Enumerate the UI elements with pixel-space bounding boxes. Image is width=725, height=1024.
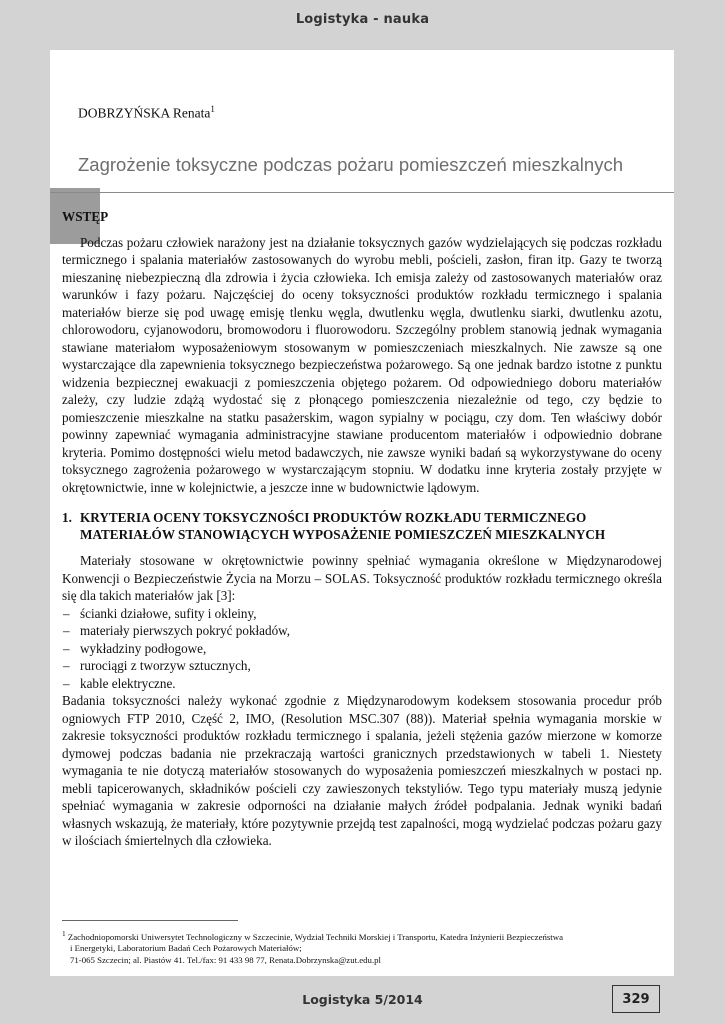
list-item: – ścianki działowe, sufity i okleiny, <box>62 605 662 623</box>
section-1-title: KRYTERIA OCENY TOKSYCZNOŚCI PRODUKTÓW ROZKŁADU TERMICZNEGO MATERIAŁÓW STANOWIĄCYCH WYPOSAŻENIE POMIESZCZEŃ MIESZKALNYCH <box>80 510 606 542</box>
list-item: – rurociągi z tworzyw sztucznych, <box>62 657 662 675</box>
article-title: Zagrożenie toksyczne podczas pożaru pomieszczeń mieszkalnych <box>78 154 623 175</box>
author-footnote-mark: 1 <box>210 104 215 114</box>
footnote-line-1 <box>62 928 662 943</box>
journal-footer: Logistyka 5/2014 <box>302 992 423 1007</box>
article-body <box>62 208 662 850</box>
intro-heading: WSTĘP <box>62 209 109 224</box>
section-1-paragraph-2: Badania toksyczności należy wykonać zgodnie z Międzynarodowym kodeksem stosowania procedur prób ogniowych FTP 2010, Część 2, IMO, (Resolution MSC.307 (88)). Materiał spełnia wymagania morskie w zakresie toksyczności produktów rozkładu termicznego i spalania, jeżeli stężenia gazów mierzone w komorze dymowej podczas badania nie przekraczają wartości granicznych przedstawionych w tabeli 1. Niestety wymagania te nie dotyczą materiałów stosowanych do wyposażenia pomieszczeń mieszkalnych w postaci np. mebli tapicerowanych, składników pościeli czy zawieszonych tekstyliów. Tego typu materiały muszą jedynie spełniać wymagania w zakresie odporności na działanie małych źródeł podpalania. Jednak wyniki badań własnych wskazują, że materiały, które pozytywnie przejdą test zapalności, mogą wydzielać podczas pożaru gazy w ilościach śmiertelnych dla człowieka. <box>62 693 662 848</box>
footnote <box>62 928 662 966</box>
footnote-rule <box>62 920 238 921</box>
section-1-number: 1. <box>62 510 72 525</box>
footnote-affiliation: Zachodniopomorski Uniwersytet Technologiczny w Szczecinie, Wydział Techniki Morskiej i Transportu, Katedra Inżynierii Bezpieczeństwa <box>67 931 563 942</box>
footnote-mark: 1 <box>62 929 66 938</box>
intro-paragraph: Podczas pożaru człowiek narażony jest na działanie toksycznych gazów wydzielających się podczas rozkładu termicznego i spalania materiałów zastosowanych do wyrobu mebli, pościeli, zasłon, firan itp. Gazy te tworzą mieszaninę niebezpieczną dla zdrowia i życia człowieka. Ich emisja zależy od zastosowanych materiałów oraz warunków i fazy pożaru. Najczęściej do oceny toksyczności produktów rozkładu termicznego i spalania materiałów bierze się pod uwagę emisję tlenku węgla, dwutlenku węgla, dwutlenku siarki, dwutlenku azotu, chlorowodoru, cyjanowodoru, bromowodoru i fluorowodoru. Szczególny problem stanowią jednak wymagania stawiane materiałom wyposażeniowym stosowanym w pomieszczeniach mieszkalnych. Nie zawsze są one wystarczające dla zapewnienia toksycznego bezpieczeństwa pożarowego. Są one jednak bardzo istotne z punktu widzenia bezpiecznej ewakuacji z pomieszczenia objętego pożarem. Od odpowiedniego doboru materiałów zależy, czy ludzie zdążą wydostać się z płonącego pomieszczenia niezależnie od tego, czy będzie to pomieszczenie mieszkalne na statku pasażerskim, wagon sypialny w pociągu, czy dom. Ten właściwy dobór powinny zapewniać wymagania administracyjne stawiane producentom materiałów i odpowiednio dobrane kryteria. Pomimo dostępności wielu metod badawczych, nie zawsze wyniki badań są wykorzystywane do oceny toksycznego zagrożenia pożarowego w wystarczającym stopniu. W dodatku inne kryteria zostały przyjęte w okrętownictwie, inne w kolejnictwie, a jeszcze inne w budownictwie lądowym. <box>62 234 662 495</box>
materials-list <box>62 605 662 693</box>
footnote-line-2: i Energetyki, Laboratorium Badań Cech Pożarowych Materiałów; <box>70 943 302 954</box>
list-item: – materiały pierwszych pokryć pokładów, <box>62 622 662 640</box>
author-line <box>78 104 215 122</box>
page-number: 329 <box>612 985 660 1013</box>
title-rule <box>50 192 674 193</box>
section-1-paragraph-1: Materiały stosowane w okrętownictwie powinny spełniać wymagania określone w Międzynarodowej Konwencji o Bezpieczeństwie Życia na Morzu – SOLAS. Toksyczność produktów rozkładu termicznego określa się dla takich materiałów jak [3]: <box>62 553 662 603</box>
journal-header: Logistyka - nauka <box>295 12 430 27</box>
footnote-line-3: 71-065 Szczecin; al. Piastów 41. Tel./fax: 91 433 98 77, Renata.Dobrzynska@zut.edu.pl <box>70 954 381 965</box>
list-item: – wykładziny podłogowe, <box>62 640 662 658</box>
author-name: DOBRZYŃSKA Renata <box>78 105 211 121</box>
list-item: – kable elektryczne. <box>62 675 662 693</box>
section-1-heading <box>62 510 662 543</box>
